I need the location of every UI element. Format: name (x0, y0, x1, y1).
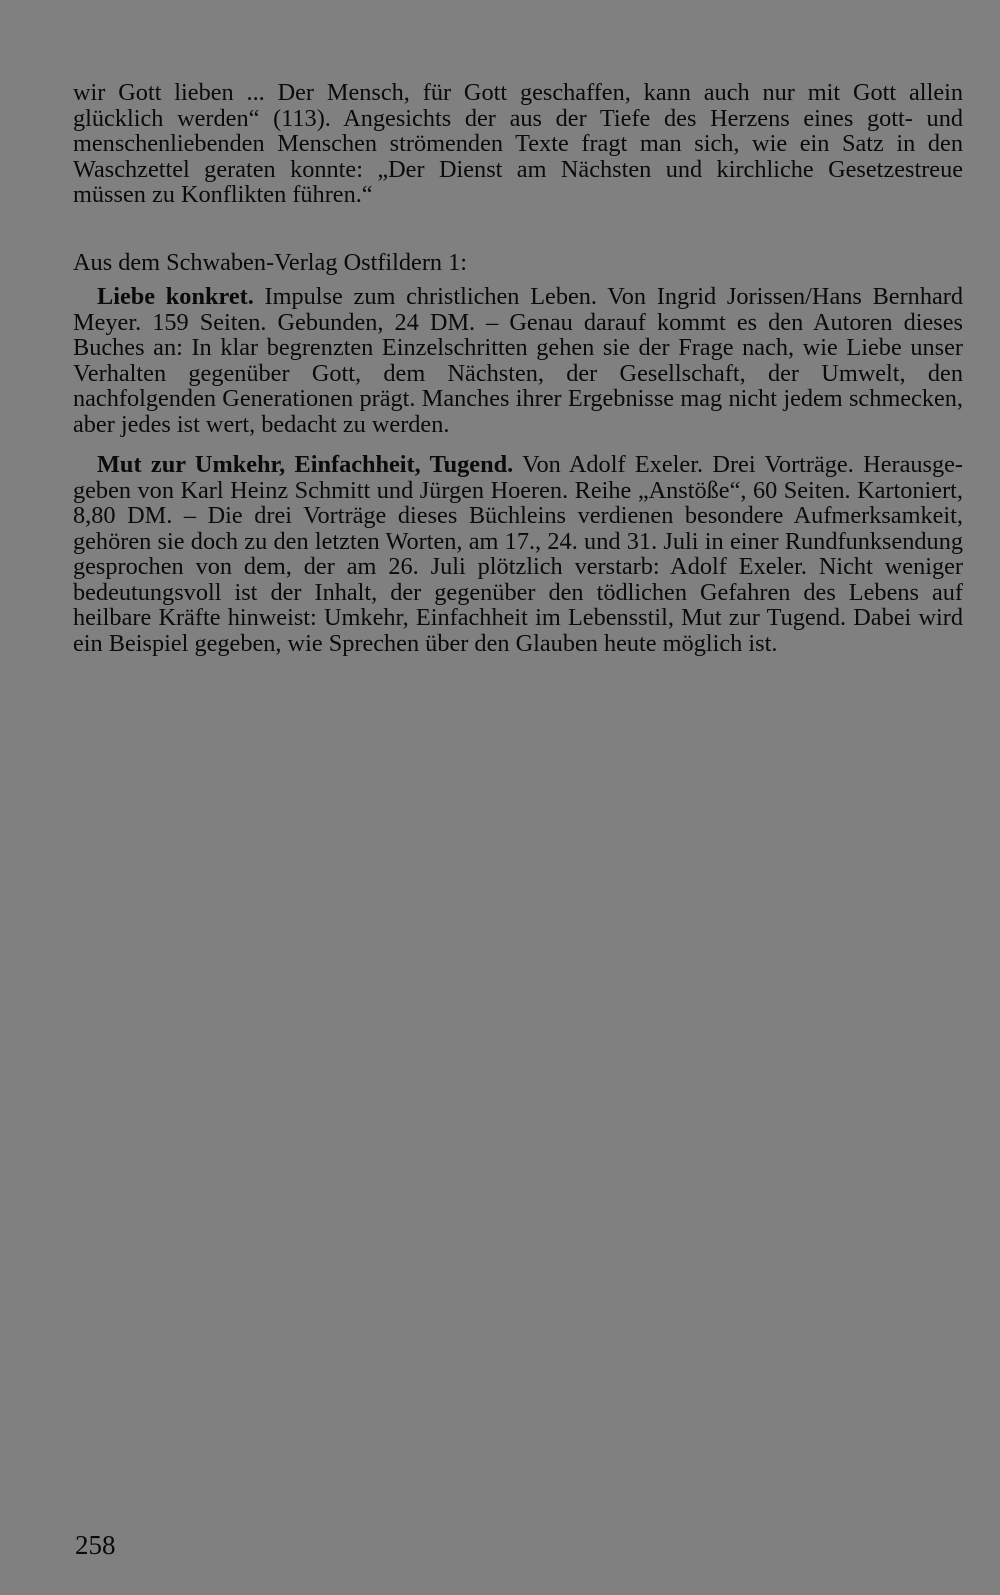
page-text-block (73, 80, 963, 656)
book-entry-title: Mut zur Umkehr, Einfachheit, Tugend. (97, 451, 514, 478)
book-entry-text: Von Adolf Exeler. Drei Vorträge. Herausgegeben von Karl Heinz Schmitt und Jürgen Hoeren. Reihe „Anstöße“, 60 Seiten. Kartoniert, 8,80 DM. – Die drei Vorträge dieses Büchleins verdienen besondere Aufmerksamkeit, gehören sie doch zu den letzten Worten, am 17., 24. und 31. Juli in einer Rundfunksendung gesprochen von dem, der am 26. Juli plötzlich verstarb: Adolf Exeler. Nicht weniger bedeutungsvoll ist der Inhalt, der gegenüber den tödlichen Gefahren des Lebens auf heilbare Kräfte hinweist: Umkehr, Einfachheit im Lebensstil, Mut zur Tugend. Dabei wird ein Beispiel gegeben, wie Sprechen über den Glauben heute möglich ist. (73, 451, 963, 657)
intro-paragraph: wir Gott lieben ... Der Mensch, für Gott geschaffen, kann auch nur mit Gott allein glücklich werden“ (113). Angesichts der aus der Tiefe des Herzens eines gott- und menschenliebenden Menschen strömenden Texte fragt man sich, wie ein Satz in den Waschzettel geraten konnte: „Der Dienst am Nächsten und kirchliche Gesetzestreue müssen zu Konflikten führen.“ (73, 79, 963, 208)
publisher-heading: Aus dem Schwaben-Verlag Ostfildern 1: (73, 248, 468, 276)
page-number: 258 (75, 1530, 116, 1560)
book-entry-title: Liebe konkret. (97, 283, 254, 310)
book-entry-text: Impulse zum christlichen Leben. Von Ingrid Jorissen/Hans Bernhard Meyer. 159 Seiten. Gebunden, 24 DM. – Genau darauf kommt es den Autoren dieses Buches an: In klar begrenzten Einzelschritten gehen sie der Frage nach, wie Liebe unser Verhalten gegenüber Gott, dem Nächsten, der Gesellschaft, der Umwelt, den nachfolgenden Generationen prägt. Manches ihrer Ergebnisse mag nicht jedem schmecken, aber jedes ist wert, bedacht zu werden. (73, 283, 963, 438)
book-entry (73, 452, 963, 656)
book-entry (73, 284, 963, 437)
